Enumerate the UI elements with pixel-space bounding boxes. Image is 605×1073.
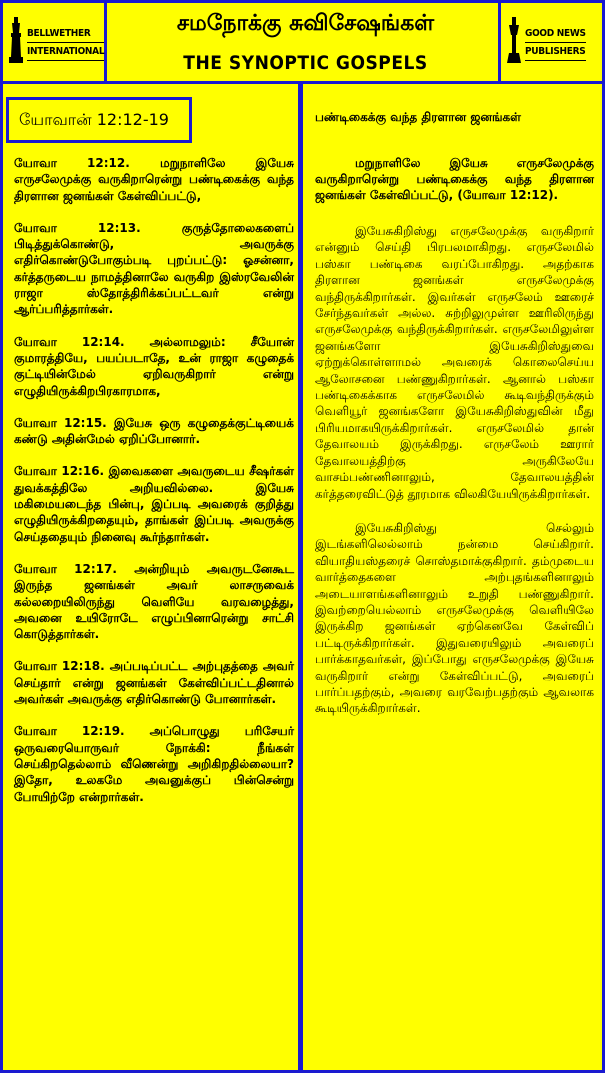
commentary-column <box>315 109 594 735</box>
logo-left-line-1: BELLWETHER <box>27 25 104 43</box>
verse-12-17: யோவா 12:17. அன்றியும் அவருடனேகூட இருந்த ஜனங்கள் அவர் லாசருவைக் கல்லறையிலிருந்து வெளியே வரவழைத்து, அவனை உயிரோடே எழுப்பினாரென்று சாட்சி கொடுத்தார்கள். <box>14 561 294 642</box>
commentary-heading: பண்டிகைக்கு வந்த திரளான ஜனங்கள் <box>315 110 522 124</box>
verse-12-12: யோவா 12:12. மறுநாளிலே இயேசு எருசலேமுக்கு வருகிறாரென்று பண்டிகைக்கு வந்த திரளான ஜனங்கள் கேள்விப்பட்டு, <box>14 156 294 203</box>
header <box>3 3 602 84</box>
verse-12-18: யோவா 12:18. அப்படிப்பட்ட அற்புதத்தை அவர் செய்தார் என்று ஜனங்கள் கேள்விப்பட்டதினால் அவர்கள் அவருக்கு எதிர்கொண்டு போனார்கள். <box>14 659 294 707</box>
logo-right-line-1: GOOD NEWS <box>525 25 586 43</box>
good-news-logo <box>498 3 602 81</box>
title-area <box>113 3 498 81</box>
logo-right-line-2: PUBLISHERS <box>525 43 586 61</box>
verse-12-19: யோவா 12:19. அப்பொழுது பரிசேயர் ஒருவரையொருவர் நோக்கி: நீங்கள் செய்கிறதெல்லாம் வீணென்று அறிகிறதில்லையா? இதோ, உலகமே அவனுக்குப் பின்சென்று போயிற்றே என்றார்கள். <box>14 724 294 804</box>
verse-12-14: யோவா 12:14. அல்லாமலும்: சீயோன் குமாரத்தியே, பயப்படாதே, உன் ராஜா கழுதைக் குட்டியின்மேல் ஏறிவருகிறார் என்று எழுதியிருக்கிறபிரகாரமாக, <box>14 334 294 398</box>
commentary-paragraph-1: இயேசுகிறிஸ்து எருசலேமுக்கு வருகிறார் என்னும் செய்தி பிரபலமாகிறது. எருசலேமில் பஸ்கா பண்டிகை வரப்போகிறது. அதற்காக திரளான ஜனங்கள் எருசலேமுக்கு வந்திருக்கிறார்கள். இவர்கள் எருசலேம் ஊரைச் சேர்ந்தவர்கள் அல்ல. சுற்றிலுமுள்ள ஊரிலிருந்து எருசலேமுக்கு வந்திருக்கிறார்கள். எருசலேமிலுள்ள ஜனங்களோ இயேசுகிறிஸ்துவை ஏற்றுக்கொள்ளாமல் அவரைக் கொலைசெய்ய ஆலோசனை பண்ணுகிறார்கள். ஆனால் பஸ்கா பண்டிகைக்காக எருசலேமில் கூடிவந்திருக்கும் வெளியூர் ஜனங்களோ இயேசுகிறிஸ்துவின் மீது பிரியமாகயிருக்கிறார்கள். எருசலேமில் தான் தேவாலயம் இருக்கிறது. எருசலேம் ஊரார் தேவாலயத்திற்கு அருகிலேயே வாசம்பண்ணினாலும், தேவாலயத்தின் கர்த்தரைவிட்டுத் தூரமாக விலகியேயிருக்கிறார்கள். <box>315 224 594 501</box>
verse-12-16: யோவா 12:16. இவைகளை அவருடைய சீஷர்கள் துவக்கத்திலே அறியவில்லை. இயேசு மகிமையடைந்த பின்பு, இப்படி அவரைக் குறித்து எழுதியிருக்கிறதையும், தாங்கள் இப்படி அவருக்கு செய்ததையும் நினைவு கூர்ந்தார்கள். <box>14 464 294 544</box>
verse-list <box>14 155 294 805</box>
title-tamil: சமநோக்கு சுவிசேஷங்கள் <box>176 11 435 36</box>
verse-12-13: யோவா 12:13. குருத்தோலைகளைப் பிடித்துக்கொண்டு, அவருக்கு எதிர்கொண்டுபோகும்படி புறப்பட்டு: ஓசன்னா, கர்த்தருடைய நாமத்தினாலே வருகிற இஸ்ரவேலின் ராஜா ஸ்தோத்திரிக்கப்பட்டவர் என்று ஆர்ப்பரித்தார்கள். <box>14 220 294 317</box>
bellwether-logo <box>3 3 107 81</box>
title-english: THE SYNOPTIC GOSPELS <box>183 52 428 74</box>
bell-tower-icon <box>9 17 23 63</box>
scripture-reference: யோவான் 12:12-19 <box>6 97 192 143</box>
verse-12-15: யோவா 12:15. இயேசு ஒரு கழுதைக்குட்டியைக் கண்டு அதின்மேல் ஏறிப்போனார். <box>14 415 294 447</box>
column-divider <box>298 81 303 1073</box>
commentary-paragraph-2: இயேசுகிறிஸ்து செல்லும் இடங்களிலெல்லாம் நன்மை செய்கிறார். வியாதியஸ்தரைச் சொஸ்தமாக்குகிறார். தம்முடைய வார்த்தைகளை அற்புதங்களினாலும் அடையாளங்களினாலும் உறுதி பண்ணுகிறார். இவற்றையெல்லாம் எருசலேமுக்கு வெளியிலே இருக்கிற ஜனங்கள் ஏற்கெனவே கேள்விப் பட்டிருக்கிறார்கள். இதுவரையிலும் அவரைப் பார்க்காதவர்கள், இப்போது எருசலேமுக்கு இயேசு வருகிறார் என்று கேள்விப்பட்டு, அவரைப் பார்ப்பதற்கும், அவரை வரவேற்பதற்கும் ஆவலாக கூடியிருக்கிறார்கள். <box>315 520 594 716</box>
lamp-stand-icon <box>507 17 521 63</box>
commentary-quote: மறுநாளிலே இயேசு எருசலேமுக்கு வருகிறாரென்று பண்டிகைக்கு வந்த திரளான ஜனங்கள் கேள்விப்பட்டு, (யோவா 12:12). <box>315 156 594 202</box>
scripture-column <box>14 97 294 821</box>
logo-left-line-2: INTERNATIONAL <box>27 43 104 61</box>
